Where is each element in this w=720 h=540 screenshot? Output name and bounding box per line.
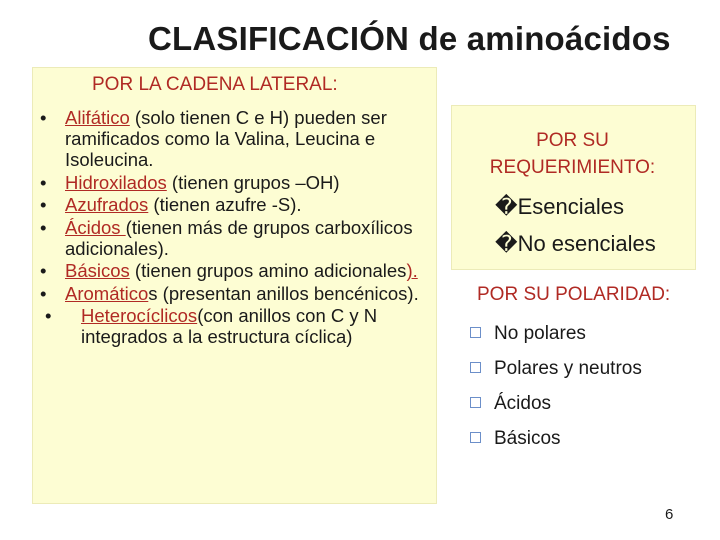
requirement-item-label: Esenciales (517, 194, 624, 219)
side-chain-heading: POR LA CADENA LATERAL: (92, 74, 338, 95)
term-description: (tienen grupos amino adicionales (129, 260, 407, 281)
list-item (40, 283, 432, 304)
replacement-glyph-icon: � (495, 195, 518, 220)
requirement-heading-line2: REQUERIMIENTO: (489, 157, 656, 178)
requirement-heading (451, 127, 694, 181)
term-aromatico: Aromático (65, 282, 149, 304)
term-hidroxilados: Hidroxilados (65, 171, 167, 193)
bullet-icon: • (45, 305, 52, 326)
term-description: (tienen más de grupos carboxílicos adicionales). (65, 216, 413, 259)
list-item (470, 316, 642, 351)
list-item (470, 351, 642, 386)
requirement-list (495, 189, 656, 263)
requirement-item-label: No esenciales (517, 231, 656, 256)
bullet-icon: • (40, 260, 47, 281)
term-basicos: Básicos (65, 260, 130, 281)
list-item (40, 107, 432, 170)
polarity-heading: POR SU POLARIDAD: (477, 284, 671, 305)
replacement-glyph-icon: � (495, 232, 518, 257)
term-alifatico: Alifático (65, 107, 130, 128)
side-chain-list (40, 107, 432, 349)
list-item (40, 260, 432, 281)
checkbox-icon (470, 327, 481, 338)
bullet-icon: • (40, 107, 47, 128)
list-item (470, 386, 642, 421)
checkbox-icon (470, 397, 481, 408)
slide-title: CLASIFICACIÓN de aminoácidos (148, 20, 671, 57)
polarity-item-label: No polares (494, 323, 586, 344)
term-azufrados: Azufrados (65, 194, 149, 215)
requirement-heading-line1: POR SU (536, 130, 609, 151)
list-item (40, 172, 432, 193)
list-item (470, 421, 642, 456)
term-description: (con anillos con C y N integrados a la estructura cíclica) (81, 305, 378, 347)
list-item (495, 226, 656, 263)
polarity-item-label: Básicos (494, 428, 561, 449)
term-description: (solo tienen C e H) pueden ser ramificados como la Valina, Leucina e Isoleucina. (65, 107, 387, 170)
list-item (40, 217, 432, 259)
list-item (40, 305, 432, 347)
bullet-icon: • (40, 282, 47, 304)
term-tail: ). (406, 260, 418, 281)
polarity-item-label: Polares y neutros (494, 358, 642, 379)
bullet-icon: • (40, 171, 47, 193)
checkbox-icon (470, 432, 481, 443)
polarity-item-label: Ácidos (494, 393, 552, 414)
bullet-icon: • (40, 216, 47, 238)
term-description: s (presentan anillos bencénicos). (148, 282, 419, 304)
bullet-icon: • (40, 194, 47, 215)
term-acidos: Ácidos (65, 216, 126, 238)
term-description: (tienen grupos –OH) (166, 171, 340, 193)
page-number: 6 (665, 506, 674, 523)
list-item (40, 194, 432, 215)
checkbox-icon (470, 362, 481, 373)
polarity-list (470, 316, 642, 456)
term-description: (tienen azufre -S). (148, 194, 302, 215)
term-heterociclicos: Heterocíclicos (81, 305, 198, 326)
list-item (495, 189, 656, 226)
